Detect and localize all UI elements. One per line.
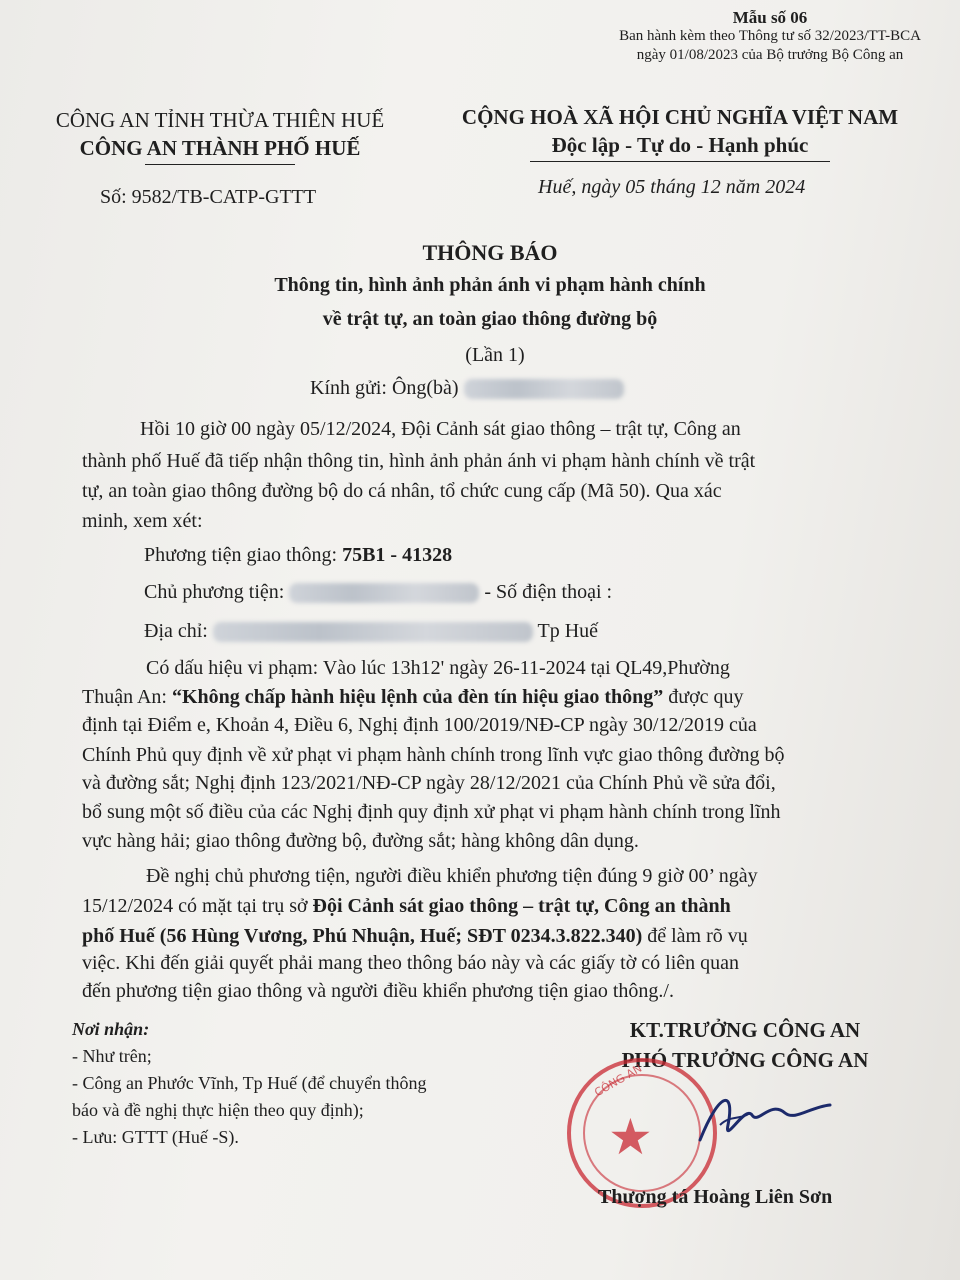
paragraph-3-line-1: Đề nghị chủ phương tiện, người điều khiển phương tiện đúng 9 giờ 00’ ngày bbox=[146, 865, 758, 887]
vehicle-label: Phương tiện giao thông: bbox=[144, 544, 343, 566]
form-reference bbox=[600, 8, 940, 65]
document-subtitle-2: về trật tự, an toàn giao thông đường bộ bbox=[322, 308, 658, 330]
document-number: Số: 9582/TB-CATP-GTTT bbox=[100, 186, 317, 208]
recipient-label: Kính gửi: Ông(bà) bbox=[310, 377, 459, 399]
office-address: phố Huế (56 Hùng Vương, Phú Nhuận, Huế; SĐT 0234.3.822.340) bbox=[82, 925, 643, 947]
motto-underline bbox=[530, 161, 830, 162]
recipient-item-2a: - Công an Phước Vĩnh, Tp Huế (để chuyển thông bbox=[72, 1073, 427, 1093]
form-reference-line1: Ban hành kèm theo Thông tư số 32/2023/TT-BCA bbox=[619, 28, 921, 44]
paragraph-1-line-2: thành phố Huế đã tiếp nhận thông tin, hình ảnh phản ánh vi phạm hành chính về trật bbox=[82, 450, 756, 472]
agency-header bbox=[30, 106, 410, 165]
paragraph-3-line-4: việc. Khi đến giải quyết phải mang theo thông báo này và các giấy tờ có liên quan bbox=[82, 952, 740, 974]
violation-description: “Không chấp hành hiệu lệnh của đèn tín hiệu giao thông” bbox=[172, 686, 664, 708]
paragraph-2-line-2 bbox=[82, 686, 744, 709]
paragraph-3-continue: để làm rõ vụ bbox=[642, 925, 748, 947]
signature-title-2: PHÓ TRƯỞNG CÔNG AN bbox=[621, 1048, 869, 1072]
redacted-address bbox=[213, 622, 533, 642]
paragraph-1-line-4: minh, xem xét: bbox=[82, 510, 203, 532]
paragraph-2-line-1: Có dấu hiệu vi phạm: Vào lúc 13h12' ngày 26-11-2024 tại QL49,Phường bbox=[146, 657, 730, 679]
stamp-star-icon: ★ bbox=[608, 1109, 653, 1165]
form-reference-line2: ngày 01/08/2023 của Bộ trưởng Bộ Công an bbox=[636, 47, 904, 63]
paragraph-2-line-7: vực hàng hải; giao thông đường bộ, đường sắt; hàng không dân dụng. bbox=[82, 830, 639, 852]
recipient-item-3: - Lưu: GTTT (Huế -S). bbox=[72, 1127, 239, 1147]
stamp-text: CÔNG AN bbox=[592, 1061, 645, 1100]
phone-label: - Số điện thoại : bbox=[484, 581, 613, 603]
paragraph-1-line-1: Hồi 10 giờ 00 ngày 05/12/2024, Đội Cảnh sát giao thông – trật tự, Công an bbox=[140, 418, 741, 440]
agency-parent: CÔNG AN TỈNH THỪA THIÊN HUẾ bbox=[55, 108, 385, 132]
redacted-owner-name bbox=[289, 583, 479, 603]
location-text: Thuận An: bbox=[82, 686, 172, 708]
document-date: Huế, ngày 05 tháng 12 năm 2024 bbox=[538, 176, 806, 198]
address-city: Tp Huế bbox=[537, 620, 599, 642]
address-line bbox=[144, 620, 598, 643]
redacted-recipient-name bbox=[464, 379, 624, 399]
recipients-block bbox=[72, 1016, 427, 1151]
document-title: THÔNG BÁO bbox=[422, 240, 558, 265]
national-header bbox=[420, 103, 940, 162]
paragraph-2-continue: được quy bbox=[663, 686, 744, 708]
notice-round: (Lần 1) bbox=[465, 344, 525, 366]
recipient-line bbox=[310, 377, 624, 400]
paragraph-2-line-5: và đường sắt; Nghị định 123/2021/NĐ-CP ngày 28/12/2021 của Chính Phủ về sửa đổi, bbox=[82, 772, 776, 794]
license-plate: 75B1 - 41328 bbox=[342, 544, 453, 566]
agency-name: CÔNG AN THÀNH PHỐ HUẾ bbox=[79, 136, 361, 160]
form-code: Mẫu số 06 bbox=[732, 8, 808, 27]
paragraph-2-line-6: bổ sung một số điều của các Nghị định quy định xử phạt vi phạm hành chính trong lĩnh bbox=[82, 801, 781, 823]
address-label: Địa chỉ: bbox=[144, 620, 213, 642]
paragraph-3-line-3 bbox=[82, 925, 748, 948]
national-motto: Độc lập - Tự do - Hạnh phúc bbox=[551, 133, 809, 157]
national-title: CỘNG HOÀ XÃ HỘI CHỦ NGHĨA VIỆT NAM bbox=[461, 105, 899, 129]
paragraph-3-line-5: đến phương tiện giao thông và người điều khiển phương tiện giao thông./. bbox=[82, 980, 674, 1002]
owner-line bbox=[144, 581, 612, 604]
agency-underline bbox=[145, 164, 295, 165]
paragraph-2-line-3: định tại Điểm e, Khoản 4, Điều 6, Nghị định 100/2019/NĐ-CP ngày 30/12/2019 của bbox=[82, 714, 757, 736]
recipient-item-2b: báo và đề nghị thực hiện theo quy định); bbox=[72, 1100, 364, 1120]
signer-name: Thượng tá Hoàng Liên Sơn bbox=[598, 1186, 833, 1208]
paragraph-1-line-3: tự, an toàn giao thông đường bộ do cá nhân, tổ chức cung cấp (Mã 50). Qua xác bbox=[82, 480, 722, 502]
recipient-item-1: - Như trên; bbox=[72, 1046, 152, 1066]
handwritten-signature bbox=[690, 1085, 840, 1155]
office-name: Đội Cảnh sát giao thông – trật tự, Công an thành bbox=[312, 895, 731, 917]
paragraph-2-line-4: Chính Phủ quy định về xử phạt vi phạm hành chính trong lĩnh vực giao thông đường bộ bbox=[82, 744, 785, 766]
paragraph-3-line-2 bbox=[82, 895, 731, 918]
signature-title-1: KT.TRƯỞNG CÔNG AN bbox=[629, 1018, 861, 1042]
document-subtitle-1: Thông tin, hình ảnh phản ánh vi phạm hành chính bbox=[274, 274, 706, 296]
appointment-text: 15/12/2024 có mặt tại trụ sở bbox=[82, 895, 313, 917]
vehicle-line bbox=[144, 544, 452, 567]
owner-label: Chủ phương tiện: bbox=[144, 581, 290, 603]
recipients-heading: Nơi nhận: bbox=[72, 1019, 150, 1039]
